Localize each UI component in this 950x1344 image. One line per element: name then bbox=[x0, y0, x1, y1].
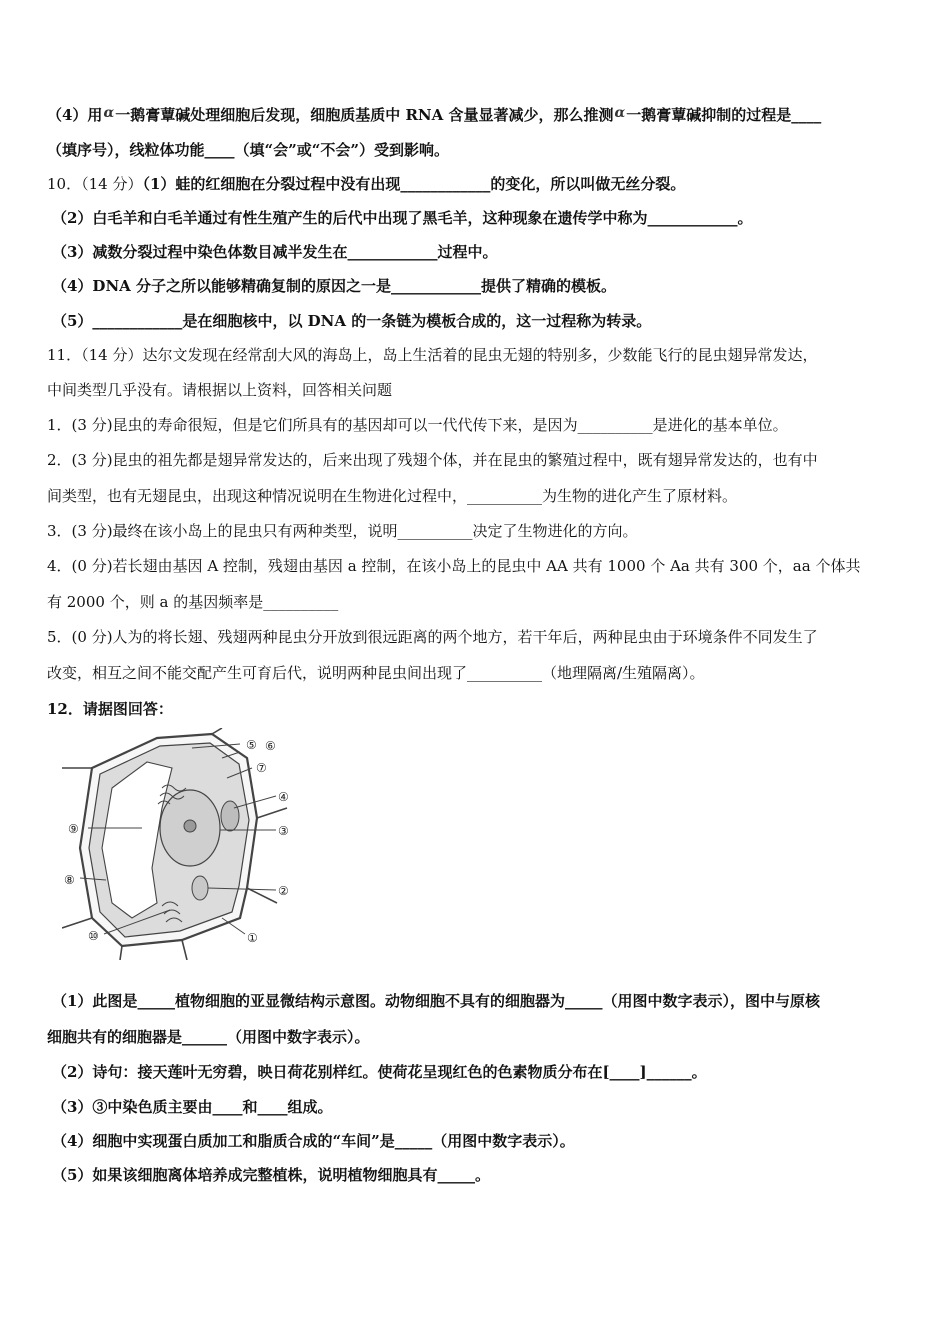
q10-header bbox=[47, 173, 906, 195]
q10-part2: （2）白毛羊和白毛羊通过有性生殖产生的后代中出现了黑毛羊，这种现象在遗传学中称为____________。 bbox=[52, 209, 753, 227]
q10-part5: （5）____________是在细胞核中，以 DNA 的一条链为模板合成的，这一过程称为转录。 bbox=[52, 312, 652, 330]
diagram-label-10: ⑩ bbox=[88, 929, 99, 943]
q11-sub2-line1: 2．(3 分)昆虫的祖先都是翅异常发达的，后来出现了残翅个体，并在昆虫的繁殖过程中，既有翅异常发达的，也有中 bbox=[47, 451, 818, 469]
diagram-label-1: ① bbox=[247, 931, 258, 945]
plant-cell-diagram bbox=[62, 728, 302, 960]
q9-4-text-a: （4）用 bbox=[47, 106, 103, 124]
diagram-label-8: ⑧ bbox=[64, 873, 75, 887]
q9-4-line1 bbox=[47, 102, 906, 126]
q11-sub3: 3．(3 分)最终在该小岛上的昆虫只有两种类型，说明__________决定了生物进化的方向。 bbox=[47, 522, 638, 540]
alpha-symbol: α bbox=[614, 105, 626, 121]
q12-part1-line2: 细胞共有的细胞器是______（用图中数字表示）。 bbox=[47, 1028, 370, 1046]
q12-part1-line1: （1）此图是_____植物细胞的亚显微结构示意图。动物细胞不具有的细胞器为_____（用图中数字表示），图中与原核 bbox=[52, 992, 820, 1010]
q12-part5: （5）如果该细胞离体培养成完整植株，说明植物细胞具有_____。 bbox=[52, 1166, 490, 1184]
q10-part1: （1）蛙的红细胞在分裂过程中没有出现____________的变化，所以叫做无丝分裂。 bbox=[142, 175, 686, 193]
q12-part3: （3）③中染色质主要由____和____组成。 bbox=[52, 1098, 333, 1116]
q10-number: 10．（14 分） bbox=[47, 175, 143, 193]
q11-sub1: 1．(3 分)昆虫的寿命很短，但是它们所具有的基因却可以一代代传下来，是因为__________是进化的基本单位。 bbox=[47, 416, 788, 434]
diagram-label-6: ⑥ bbox=[265, 739, 276, 753]
q12-part4: （4）细胞中实现蛋白质加工和脂质合成的“车间”是_____（用图中数字表示）。 bbox=[52, 1132, 575, 1150]
diagram-label-2: ② bbox=[278, 884, 289, 898]
q11-sub4-line1: 4．(0 分)若长翅由基因 A 控制，残翅由基因 a 控制，在该小岛上的昆虫中 AA 共有 1000 个 Aa 共有 300 个，aa 个体共 bbox=[47, 557, 861, 575]
q10-part3: （3）减数分裂过程中染色体数目减半发生在____________过程中。 bbox=[52, 243, 498, 261]
q11-sub5-line2: 改变，相互之间不能交配产生可育后代，说明两种昆虫间出现了__________（地理隔离/生殖隔离）。 bbox=[47, 664, 705, 682]
q9-4-text-c: 一鹅膏蕈碱抑制的过程是____ bbox=[626, 106, 822, 124]
q11-sub5-line1: 5．(0 分)人为的将长翅、残翅两种昆虫分开放到很远距离的两个地方，若干年后，两种昆虫由于环境条件不同发生了 bbox=[47, 628, 818, 646]
diagram-label-9: ⑨ bbox=[68, 822, 79, 836]
q11-sub4-line2: 有 2000 个，则 a 的基因频率是__________ bbox=[47, 593, 339, 611]
q12-part2: （2）诗句：接天莲叶无穷碧，映日荷花别样红。使荷花呈现红色的色素物质分布在[____]______。 bbox=[52, 1063, 707, 1081]
alpha-symbol: α bbox=[103, 105, 115, 121]
q11-intro-line1: 11．（14 分）达尔文发现在经常刮大风的海岛上，岛上生活着的昆虫无翅的特别多，少数能飞行的昆虫翅异常发达， bbox=[47, 346, 818, 364]
q11-intro-line2: 中间类型几乎没有。请根据以上资料，回答相关问题 bbox=[47, 381, 393, 399]
diagram-label-4: ④ bbox=[278, 790, 289, 804]
q11-sub2-line2: 间类型，也有无翅昆虫，出现这种情况说明在生物进化过程中，__________为生物的进化产生了原材料。 bbox=[47, 487, 738, 505]
diagram-label-5: ⑤ bbox=[246, 738, 257, 752]
q10-part4: （4）DNA 分子之所以能够精确复制的原因之一是____________提供了精确的模板。 bbox=[52, 277, 617, 295]
diagram-label-7: ⑦ bbox=[256, 761, 267, 775]
q9-4-line2: （填序号），线粒体功能____（填“会”或“不会”）受到影响。 bbox=[47, 141, 450, 159]
q12-header: 12．请据图回答： bbox=[47, 700, 173, 718]
diagram-label-3: ③ bbox=[278, 824, 289, 838]
q9-4-text-b: 一鹅膏蕈碱处理细胞后发现，细胞质基质中 RNA 含量显著减少，那么推测 bbox=[115, 106, 614, 124]
